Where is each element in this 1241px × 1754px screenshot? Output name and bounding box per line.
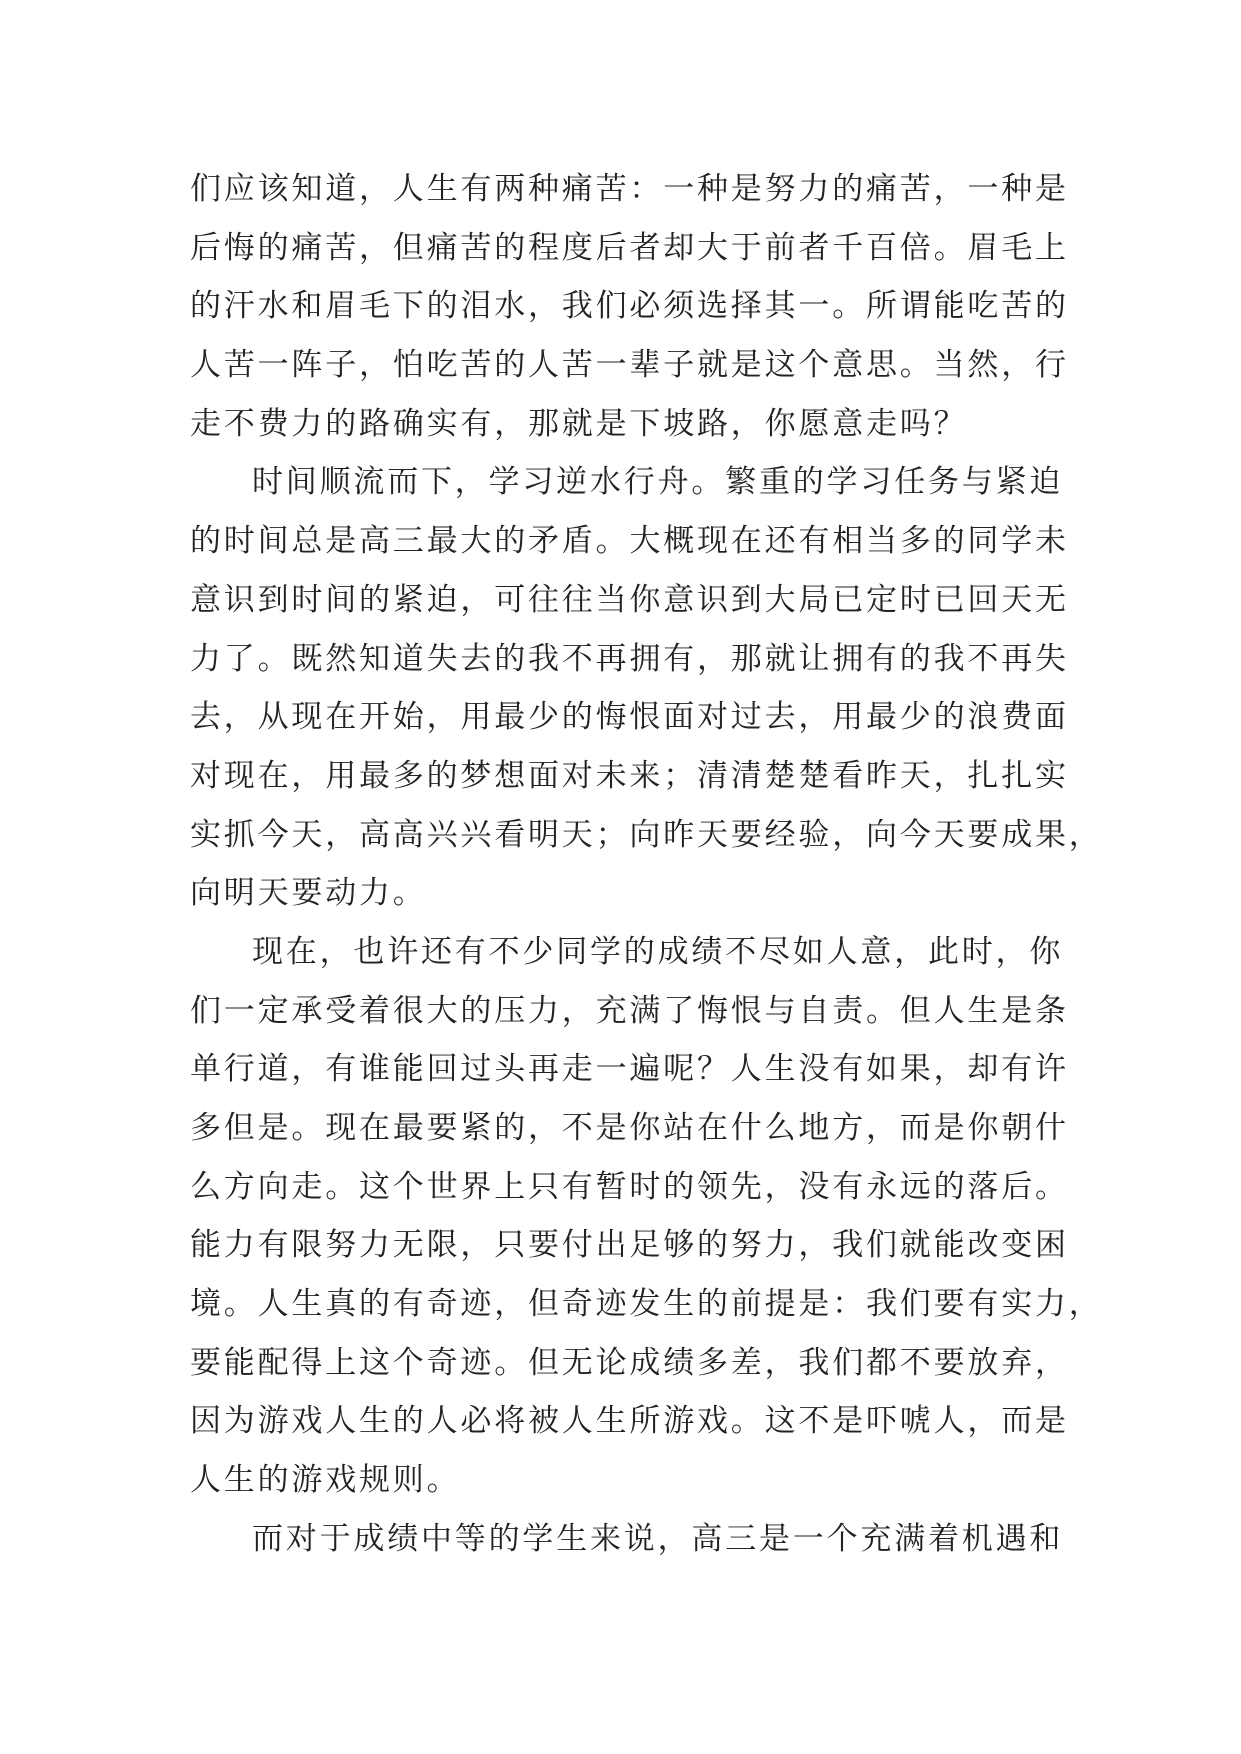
text-line: 的汗水和眉毛下的泪水，我们必须选择其一。所谓能吃苦的 xyxy=(190,288,1069,325)
text-line: 能力有限努力无限，只要付出足够的努力，我们就能改变困 xyxy=(190,1227,1069,1264)
text-line: 的时间总是高三最大的矛盾。大概现在还有相当多的同学未 xyxy=(190,523,1069,560)
text-line: 们一定承受着很大的压力，充满了悔恨与自责。但人生是条 xyxy=(190,992,1069,1029)
text-line: 意识到时间的紧迫，可往往当你意识到大局已定时已回天无 xyxy=(190,581,1069,618)
text-line: 力了。既然知道失去的我不再拥有，那就让拥有的我不再失 xyxy=(190,640,1069,677)
text-line: 后悔的痛苦，但痛苦的程度后者却大于前者千百倍。眉毛上 xyxy=(190,229,1069,266)
body-text xyxy=(190,160,1103,1569)
paragraph-first-line: 时间顺流而下，学习逆水行舟。繁重的学习任务与紧迫 xyxy=(252,464,1064,501)
paragraph-first-line: 现在，也许还有不少同学的成绩不尽如人意，此时，你 xyxy=(252,933,1064,970)
text-line: 单行道，有谁能回过头再走一遍呢？人生没有如果，却有许 xyxy=(190,1051,1069,1088)
text-line: 走不费力的路确实有，那就是下坡路，你愿意走吗？ xyxy=(190,405,968,442)
paragraph-first-line: 而对于成绩中等的学生来说，高三是一个充满着机遇和 xyxy=(252,1520,1064,1557)
text-line: 去，从现在开始，用最少的悔恨面对过去，用最少的浪费面 xyxy=(190,699,1069,736)
text-line: 们应该知道，人生有两种痛苦：一种是努力的痛苦，一种是 xyxy=(190,171,1069,207)
text-line: 人苦一阵子，怕吃苦的人苦一辈子就是这个意思。当然，行 xyxy=(190,347,1069,384)
text-line: 因为游戏人生的人必将被人生所游戏。这不是吓唬人，而是 xyxy=(190,1403,1069,1440)
text-line: 实抓今天，高高兴兴看明天；向昨天要经验，向今天要成果， xyxy=(190,816,1103,853)
text-line: 要能配得上这个奇迹。但无论成绩多差，我们都不要放弃， xyxy=(190,1344,1069,1381)
text-line: 对现在，用最多的梦想面对未来；清清楚楚看昨天，扎扎实 xyxy=(190,757,1069,794)
text-line: 向明天要动力。 xyxy=(190,875,427,912)
text-line: 境。人生真的有奇迹，但奇迹发生的前提是：我们要有实力， xyxy=(190,1286,1103,1323)
text-line: 多但是。现在最要紧的，不是你站在什么地方，而是你朝什 xyxy=(190,1110,1069,1146)
text-line: 人生的游戏规则。 xyxy=(190,1462,461,1499)
text-line: 么方向走。这个世界上只有暂时的领先，没有永远的落后。 xyxy=(190,1168,1069,1205)
